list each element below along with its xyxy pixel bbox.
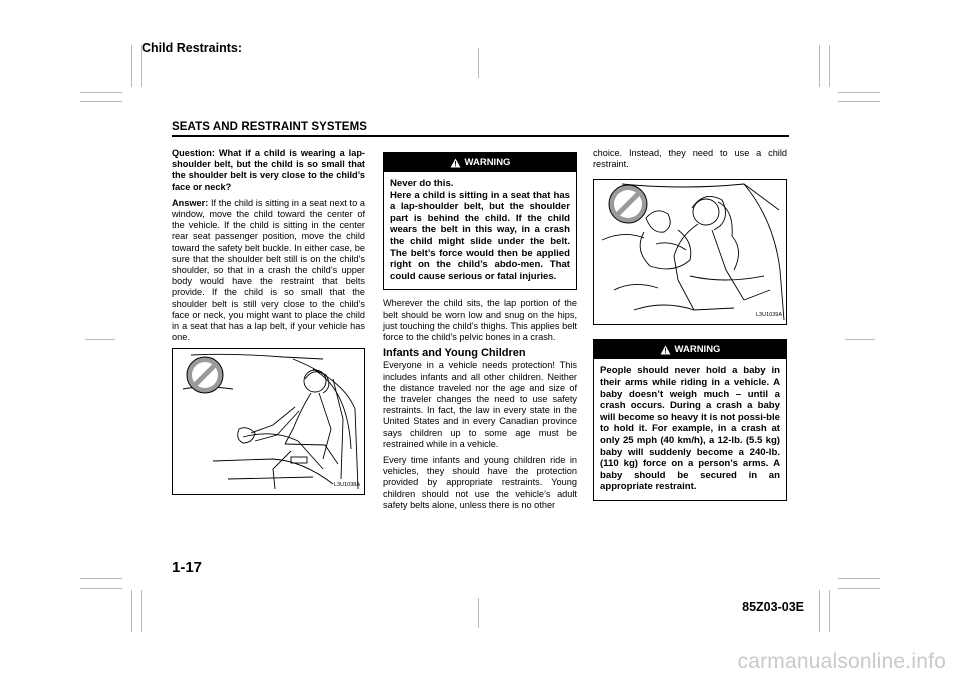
header-rule <box>172 135 789 137</box>
crop-mark <box>141 590 142 632</box>
prohibited-icon <box>187 357 223 393</box>
figure-code: L3U1038A <box>334 482 360 489</box>
continuation-paragraph: choice. Instead, they need to use a child restraint. <box>593 148 787 170</box>
crop-mark <box>131 590 132 632</box>
illustration-holding-baby <box>593 179 787 325</box>
section-heading: Infants and Young Children <box>383 347 526 360</box>
crop-mark <box>80 101 122 102</box>
warning-box <box>593 339 787 501</box>
answer-text: If the child is sitting in a seat next to a window, move the child toward the center of the vehicle. If the child is sitting in the center rear seat passenger position, move the child toward the safety belt buckle. In either case, be sure that the shoulder belt still is on the child’s shoulder, so that in a crash the child’s upper body would have the restraint that belts provide. If the child is so small that the shoulder belt is still very close to the child’s face or neck, you might want to place the child in a seat that has a lap belt, if your vehicle has one. <box>172 197 365 343</box>
crop-mark <box>838 578 880 579</box>
crop-mark <box>838 92 880 93</box>
illustration-child-belt-behind <box>172 348 365 495</box>
crop-mark <box>819 590 820 632</box>
column-2 <box>383 148 577 516</box>
warning-header <box>384 153 576 172</box>
figure-code: L3U1039A <box>756 312 782 319</box>
crop-mark <box>478 598 479 628</box>
crop-mark <box>838 588 880 589</box>
prohibited-icon <box>609 185 647 223</box>
warning-header <box>594 340 786 359</box>
warning-triangle-icon <box>450 158 461 168</box>
warning-text: Never do this. Here a child is sitting in a seat that has a lap-shoulder belt, but the shoulder part is behind the child. If the child wears the belt in this way, in a crash the child might slide under the belt. The belt’s force would then be applied right on the child’s abdo-men. That could cause serious or fatal injuries. <box>390 178 570 282</box>
running-head: Child Restraints: <box>142 41 243 55</box>
column-3 <box>593 148 787 509</box>
crop-mark <box>478 48 479 78</box>
restraint-paragraph: Every time infants and young children ride in vehicles, they should have the protection provided by appropriate restraints. Young children should not use the vehicle’s adult safety belts alone, unless there is no other <box>383 454 577 510</box>
crop-mark <box>131 45 132 87</box>
crop-mark <box>80 92 122 93</box>
answer-paragraph <box>172 198 365 344</box>
warning-title: WARNING <box>674 344 721 356</box>
illustration-drawing <box>173 349 366 494</box>
lap-belt-paragraph: Wherever the child sits, the lap portion of the belt should be worn low and snug on the hips, just touching the child’s thighs. This applies belt force to the child’s pelvic bones in a crash. <box>383 298 577 342</box>
document-code: 85Z03-03E <box>742 600 804 614</box>
warning-text: People should never hold a baby in their arms while riding in a vehicle. A baby doesn’t weigh much – until a crash occurs. During a crash a baby will become so heavy it is not possi-ble to hold it. For example, in a crash at only 25 mph (40 km/h), a 12-lb. (5.5 kg) baby will suddenly become a 240-lb. (110 kg) force on a person’s arms. A baby should be secured in an appropriate restraint. <box>600 365 780 493</box>
crop-mark <box>845 339 875 340</box>
section-title: SEATS AND RESTRAINT SYSTEMS <box>172 121 368 133</box>
crop-mark <box>80 588 122 589</box>
protection-paragraph: Everyone in a vehicle needs protection! This includes infants and all other children. Neither the distance traveled nor the age and size of the traveler changes the need to use safety restraints. In fact, the law in every state in the United States and in every Canadian province says children up to some age must be restrained while in a vehicle. <box>383 360 577 449</box>
warning-title: WARNING <box>464 156 511 168</box>
answer-label: Answer: <box>172 197 209 208</box>
crop-mark <box>819 45 820 87</box>
crop-mark <box>829 45 830 87</box>
question-paragraph: Question: What if a child is wearing a lap-shoulder belt, but the child is so small that the shoulder belt is very close to the child’s face or neck? <box>172 148 365 192</box>
column-1 <box>172 148 365 495</box>
watermark: carmanualsonline.info <box>737 650 946 673</box>
crop-mark <box>80 578 122 579</box>
illustration-drawing <box>594 180 788 324</box>
page-number: 1-17 <box>172 559 203 576</box>
warning-triangle-icon <box>660 345 671 355</box>
crop-mark <box>838 101 880 102</box>
warning-box <box>383 152 577 290</box>
crop-mark <box>829 590 830 632</box>
crop-mark <box>85 339 115 340</box>
